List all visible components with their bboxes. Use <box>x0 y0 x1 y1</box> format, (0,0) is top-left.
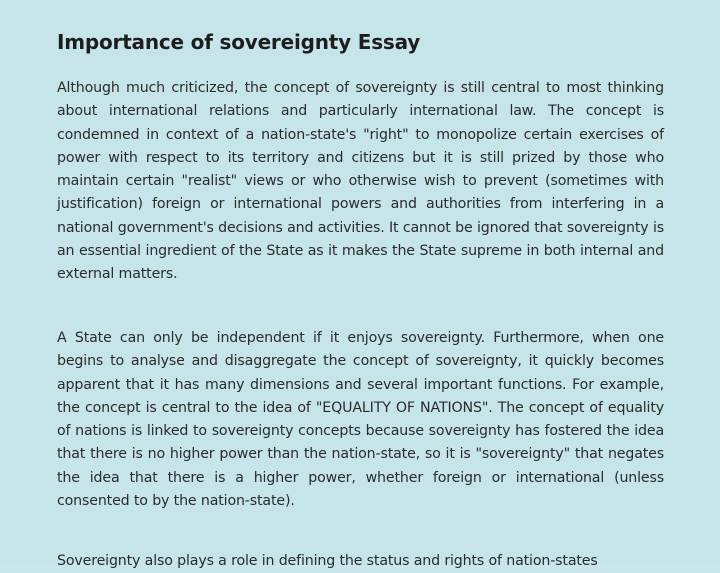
essay-title: Importance of sovereignty Essay <box>57 30 421 54</box>
paragraph-1: Although much criticized, the concept of sovereignty is still central to most thinking about international relations and particularly international law. The concept is condemned in context of a nation-state's "right" to monopolize certain exercises of power with respect to its territory and citizens but it is still prized by those who maintain certain "realist" views or who otherwise wish to prevent (sometimes with justification) foreign or international powers and authorities from interfering in a national government's decisions and activities. It cannot be ignored that sovereignty is an essential ingredient of the State as it makes the State supreme in both internal and external matters. <box>57 80 664 283</box>
paragraph-3-cut-off: Sovereignty also plays a role in defining the status and rights of nation-states <box>57 553 598 569</box>
paragraph-2: A State can only be independent if it enjoys sovereignty. Furthermore, when one begins to analyse and disaggregate the concept of sovereignty, it quickly becomes apparent that it has many dimensions and several important functions. For example, the concept is central to the idea of "EQUALITY OF NATIONS". The concept of equality of nations is linked to sovereignty concepts because sovereignty has fostered the idea that there is no higher power than the nation-state, so it is "sovereignty" that negates the idea that there is a higher power, whether foreign or international (unless consented to by the nation-state). <box>57 330 664 510</box>
